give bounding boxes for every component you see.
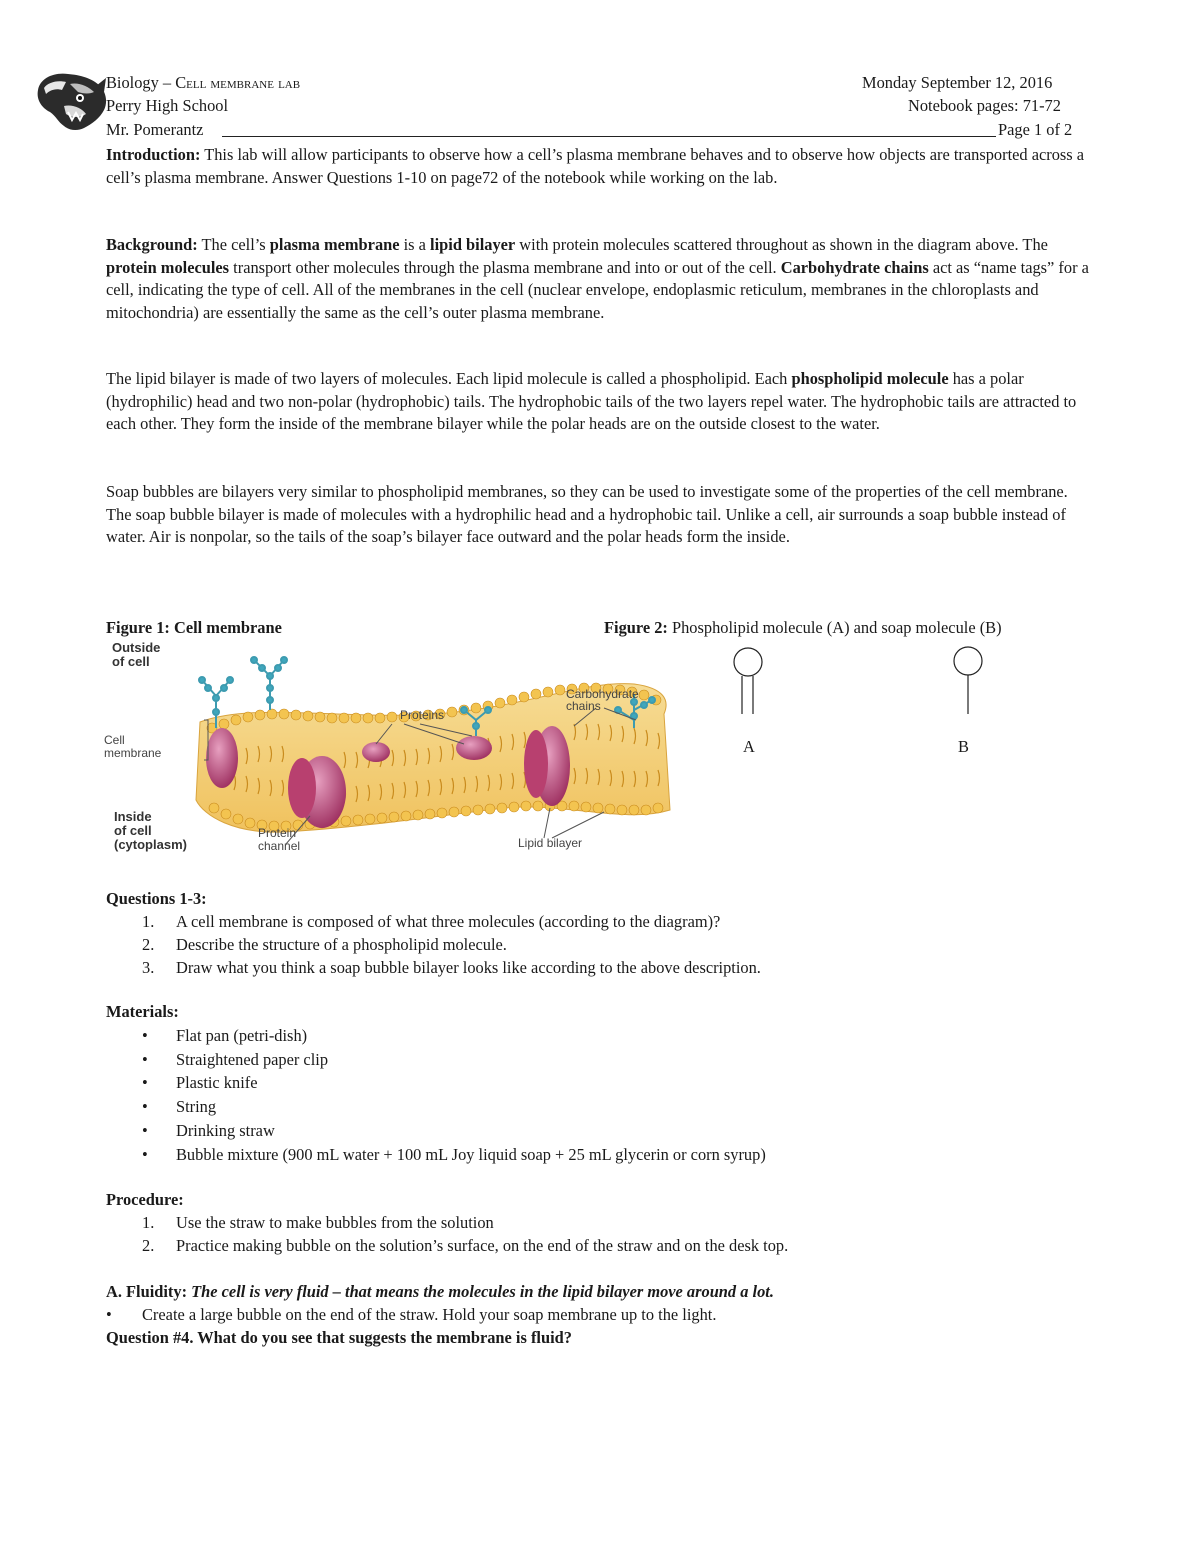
protein-channel-label: Protein channel bbox=[258, 826, 301, 853]
list-item: Use the straw to make bubbles from the solution bbox=[176, 1213, 494, 1232]
panther-logo-icon bbox=[34, 68, 110, 134]
page-number: Page 1 of 2 bbox=[998, 120, 1073, 139]
introduction: Introduction: This lab will allow participants to observe how a cell’s plasma membrane behaves and to observe how objects are transported across a cell’s plasma membrane. Answer Questions 1-10 on page72 of the notebook while working on the lab. bbox=[106, 145, 1085, 187]
list-item: Straightened paper clip bbox=[176, 1050, 329, 1069]
molecule-a-label: A bbox=[743, 737, 755, 756]
list-item: String bbox=[176, 1097, 217, 1116]
phospholipid-paragraph: The lipid bilayer is made of two layers of molecules. Each lipid molecule is called a phospholipid. Each phospholipid molecule has a polar (hydrophilic) head and two non-polar (hydrophobic) tails. The hydrophobic tails of the two layers repel water. The hydrophobic tails are attracted to each other. They form the inside of the membrane bilayer while the polar heads are on the outside closest to the water. bbox=[106, 369, 1077, 434]
outside-of-cell-label: Outside of cell bbox=[112, 640, 161, 669]
list-item: Bubble mixture (900 mL water + 100 mL Joy liquid soap + 25 mL glycerin or corn syrup) bbox=[176, 1145, 766, 1164]
bullet-icon: • bbox=[142, 1026, 148, 1045]
bullet-icon: • bbox=[142, 1050, 148, 1069]
bullet-icon: • bbox=[106, 1305, 112, 1324]
proteins-label: Proteins bbox=[400, 708, 445, 722]
course-title-text: Cell membrane lab bbox=[175, 73, 301, 92]
bullet-icon: • bbox=[142, 1121, 148, 1140]
inside-of-cell-label: Inside of cell (cytoplasm) bbox=[114, 809, 187, 852]
background-label: Background: bbox=[106, 235, 198, 254]
figure1-caption: Figure 1: Cell membrane bbox=[106, 618, 282, 637]
question-4: Question #4. What do you see that suggests the membrane is fluid? bbox=[106, 1328, 572, 1347]
soap-bubble-paragraph: Soap bubbles are bilayers very similar to phospholipid membranes, so they can be used to investigate some of the properties of the cell membrane. The soap bubble bilayer is made of molecules with a hydrophilic head and a hydrophobic tail. Unlike a cell, air surrounds a soap bubble instead of water. Air is nonpolar, so the tails of the soap’s bilayer face outward and the polar heads form the inside. bbox=[106, 482, 1068, 547]
list-item: A cell membrane is composed of what three molecules (according to the diagram)? bbox=[176, 912, 721, 931]
cell-membrane-diagram bbox=[104, 640, 674, 860]
notebook-pages: Notebook pages: 71-72 bbox=[908, 96, 1061, 115]
name-underline bbox=[222, 136, 996, 137]
intro-label: Introduction: bbox=[106, 145, 201, 164]
questions-heading: Questions 1-3: bbox=[106, 889, 207, 908]
list-item: 2. bbox=[142, 1236, 155, 1255]
list-item: Practice making bubble on the solution’s surface, on the end of the straw and on the desk top. bbox=[176, 1236, 789, 1255]
figure2-caption: Figure 2: Phospholipid molecule (A) and soap molecule (B) bbox=[604, 618, 1002, 637]
list-item: 2. bbox=[142, 935, 155, 954]
list-item: Plastic knife bbox=[176, 1073, 258, 1092]
course-title: Biology – Cell membrane lab bbox=[106, 73, 301, 92]
carbohydrate-chains-label: Carbohydrate chains bbox=[566, 687, 639, 713]
bullet-icon: • bbox=[142, 1073, 148, 1092]
list-item: 3. bbox=[142, 958, 155, 977]
list-item: Drinking straw bbox=[176, 1121, 275, 1140]
date: Monday September 12, 2016 bbox=[862, 73, 1053, 92]
materials-heading: Materials: bbox=[106, 1002, 179, 1021]
cell-membrane-label: Cell membrane bbox=[104, 733, 162, 760]
procedure-heading: Procedure: bbox=[106, 1190, 184, 1209]
background-paragraph: Background: The cell’s plasma membrane is a lipid bilayer with protein molecules scattered throughout as shown in the diagram above. The protein molecules transport other molecules through the plasma membrane and into or out of the cell. Carbohydrate chains act as “name tags” for a cell, indicating the type of cell. All of the membranes in the cell (nuclear envelope, endoplasmic reticulum, membranes in the chloroplasts and mitochondria) are essentially the same as the cell’s outer plasma membrane. bbox=[106, 235, 1089, 322]
soap-molecule-diagram bbox=[948, 646, 988, 718]
bullet-icon: • bbox=[142, 1145, 148, 1164]
list-item: 1. bbox=[142, 912, 155, 931]
list-item: Flat pan (petri-dish) bbox=[176, 1026, 308, 1045]
fluidity-heading: A. Fluidity: The cell is very fluid – that means the molecules in the lipid bilayer move around a lot. bbox=[106, 1282, 774, 1301]
lipid-bilayer-label: Lipid bilayer bbox=[518, 836, 583, 850]
phospholipid-molecule-diagram bbox=[730, 646, 770, 718]
fluidity-instruction: Create a large bubble on the end of the straw. Hold your soap membrane up to the light. bbox=[142, 1305, 717, 1324]
list-item: Draw what you think a soap bubble bilayer looks like according to the above description. bbox=[176, 958, 761, 977]
school-name: Perry High School bbox=[106, 96, 229, 115]
molecule-b-label: B bbox=[958, 737, 969, 756]
list-item: Describe the structure of a phospholipid molecule. bbox=[176, 935, 507, 954]
fluidity-description: The cell is very fluid – that means the molecules in the lipid bilayer move around a lot. bbox=[191, 1282, 774, 1301]
list-item: 1. bbox=[142, 1213, 155, 1232]
teacher-name: Mr. Pomerantz bbox=[106, 120, 204, 139]
bullet-icon: • bbox=[142, 1097, 148, 1116]
